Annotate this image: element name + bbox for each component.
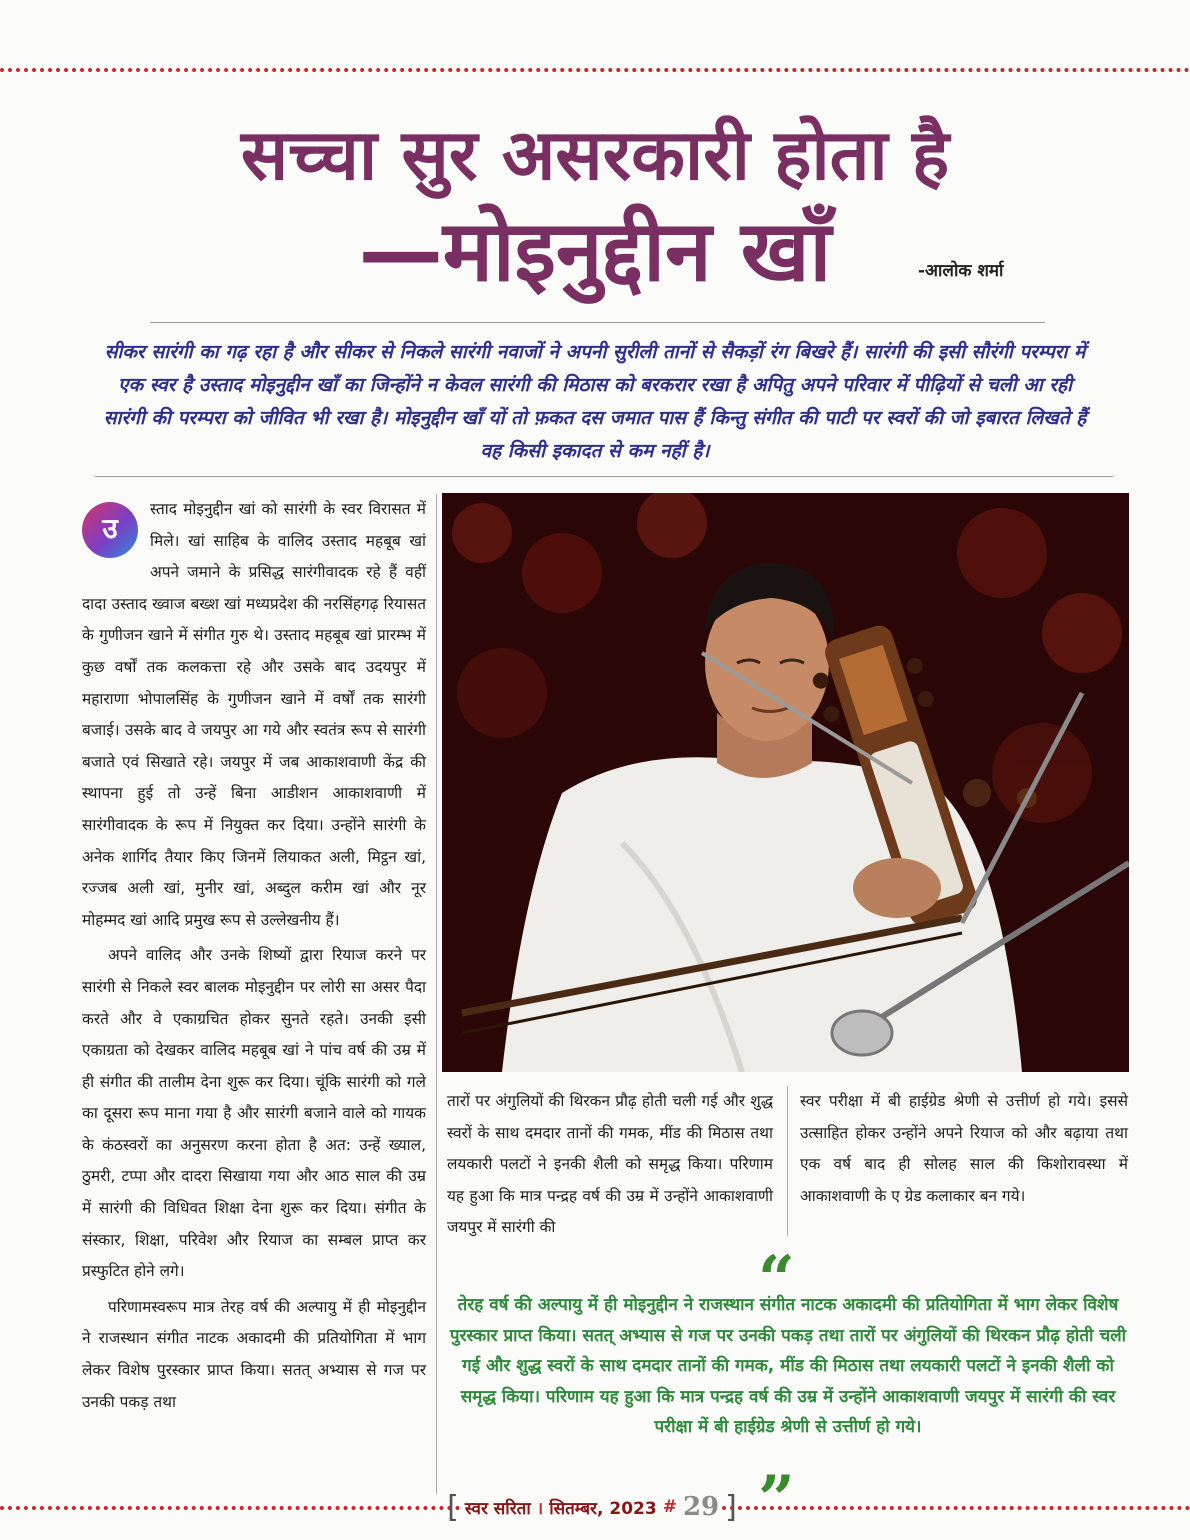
author-byline: -आलोक शर्मा — [918, 261, 1004, 281]
photo-illustration — [442, 493, 1129, 1072]
footer-separator: । — [536, 1498, 544, 1519]
intro-top-rule — [150, 322, 1045, 323]
page-footer — [447, 1489, 737, 1525]
pull-quote: तेरह वर्ष की अल्पायु में ही मोइनुद्दीन ने राजस्थान संगीत नाटक अकादमी की प्रतियोगिता में भाग लेकर विशेष पुरस्कार प्राप्त किया। सतत् अभ्यास से गज पर उनकी पकड़ तथा तारों पर अंगुलियों की थिरकन प्रौढ़ होती चली गई और शुद्ध स्वरों के साथ दमदार तानों की गमक, मींड की मिठास तथा लयकारी पलटों ने इनकी शैली को समृद्ध किया। परिणाम यह हुआ कि मात्र पन्द्रह वर्ष की उम्र में उन्होंने आकाशवाणी जयपुर में सारंगी की स्वर परीक्षा में बी हाईग्रेड श्रेणी से उत्तीर्ण हो गये। — [449, 1295, 1127, 1437]
article-paragraph: स्ताद मोइनुद्दीन खां को सारंगी के स्वर विरासत में मिले। खां साहिब के वालिद उस्ताद महबूब खां अपने जमाने के प्रसिद्ध सारंगीवादक रहे हैं वहीं दादा उस्ताद ख्वाज बख्श खां मध्यप्रदेश की नरसिंहगढ़ रियासत के गुणीजन खाने में संगीत गुरु थे। उस्ताद महबूब खां प्रारम्भ में कुछ वर्षों तक कलकत्ता रहे और उसके बाद उदयपुर में महाराणा भोपालसिंह के गुणीजन खाने में वर्षों तक सारंगी बजाई। उसके बाद वे जयपुर आ गये और स्वतंत्र रूप से सारंगी बजाते एवं सिखाते रहे। जयपुर में जब आकाशवाणी केंद्र की स्थापना हुई तो उन्हें बिना आडीशन आकाशवाणी में सारंगीवादक के रूप में नियुक्त कर दिया। उन्होंने सारंगी के अनेक शार्गिद तैयार किए जिनमें लियाकत अली, मिट्ठन खां, रज्जब अली खां, मुनीर खां, अब्दुल करीम खां और नूर मोहम्मद खां आदि प्रमुख रूप से उल्लेखनीय हैं। — [82, 500, 426, 929]
footer-dotted-border-left — [0, 1506, 460, 1510]
close-quote-mark: ” — [758, 1462, 795, 1537]
article-column-1 — [82, 494, 426, 1418]
column-divider — [436, 494, 437, 1494]
footer-bracket-open: [ — [447, 1489, 459, 1525]
headline-line-2: —मोइनुद्दीन खाँ — [358, 202, 832, 300]
footer-dotted-border-right — [722, 1506, 1190, 1510]
dropcap-badge: उ — [82, 502, 138, 558]
magazine-name: स्वर सरिता — [464, 1498, 531, 1519]
article-paragraph: तारों पर अंगुलियों की थिरकन प्रौढ़ होती चली गई और शुद्ध स्वरों के साथ दमदार तानों की गमक, मींड की मिठास तथा लयकारी पलटों ने इनकी शैली को समृद्ध किया। परिणाम यह हुआ कि मात्र पन्द्रह वर्ष की उम्र में उन्होंने आकाशवाणी जयपुर में सारंगी की — [447, 1092, 773, 1237]
page-number: 29 — [682, 1492, 720, 1522]
article-paragraph: स्वर परीक्षा में बी हाईग्रेड श्रेणी से उत्तीर्ण हो गये। इससे उत्साहित होकर उन्होंने अपने रियाज को और बढ़ाया तथा एक वर्ष बाद ही सोलह साल की किशोरावस्था में आकाशवाणी के ए ग्रेड कलाकार बन गये। — [800, 1092, 1128, 1205]
article-column-2 — [447, 1086, 773, 1244]
intro-standfirst: सीकर सारंगी का गढ़ रहा है और सीकर से निकले सारंगी नवाजों ने अपनी सुरीली तानों से सैकड़ों रंग बिखरे हैं। सारंगी की इसी सौरंगी परम्परा में एक स्वर है उस्ताद मोइनुद्दीन खाँ का जिन्होंने न केवल सारंगी की मिठास को बरकरार रखा है अपितु अपने परिवार में पीढ़ियों से चली आ रही सारंगी की परम्परा को जीवित भी रखा है। मोइनुद्दीन खाँ यों तो फ़कत दस जमात पास हैं किन्तु संगीत की पाटी पर स्वरों की जो इबारत लिखते हैं वह किसी इकादत से कम नहीं है। — [103, 341, 1087, 462]
headline-line-1: सच्चा सुर असरकारी होता है — [240, 114, 950, 196]
issue-date: सितम्बर, 2023 — [549, 1498, 657, 1519]
article-paragraph: अपने वालिद और उनके शिष्यों द्वारा रियाज करने पर सारंगी से निकले स्वर बालक मोइनुद्दीन पर लोरी सा असर पैदा करते और वे एकाग्रचित होकर सुनते रहते। उनकी इसी एकाग्रता को देखकर वालिद महबूब खां ने पांच वर्ष की उम्र में ही संगीत की तालीम देना शुरू कर दिया। चूंकि सारंगी को गले का दूसरा रूप माना गया है और सारंगी बजाने वाले को गायक के कंठस्वरों का अनुसरण करना होता है अत: उन्हें ख्याल, ठुमरी, टप्पा और दादरा सिखाया गया और आठ साल की उम्र में सारंगी की विधिवत शिक्षा देना शुरू कर दिया। संगीत के संस्कार, शिक्षा, परिवेश और रियाज का सम्बल प्राप्त कर प्रस्फुटित होने लगे। — [82, 946, 426, 1281]
footer-hash: # — [662, 1497, 677, 1517]
article-paragraph: परिणामस्वरूप मात्र तेरह वर्ष की अल्पायु में ही मोइनुद्दीन ने राजस्थान संगीत नाटक अकादमी की प्रतियोगिता में भाग लेकर विशेष पुरस्कार प्राप्त किया। सतत् अभ्यास से गज पर उनकी पकड़ तथा — [82, 1297, 426, 1411]
top-dotted-border — [0, 68, 1190, 72]
article-column-3 — [800, 1086, 1128, 1212]
intro-bottom-rule — [95, 476, 1113, 477]
footer-bracket-close: ] — [725, 1489, 737, 1525]
open-quote-mark: “ — [758, 1242, 795, 1317]
column-divider — [787, 1086, 788, 1236]
musician-playing-sarangi-photo — [442, 493, 1129, 1072]
